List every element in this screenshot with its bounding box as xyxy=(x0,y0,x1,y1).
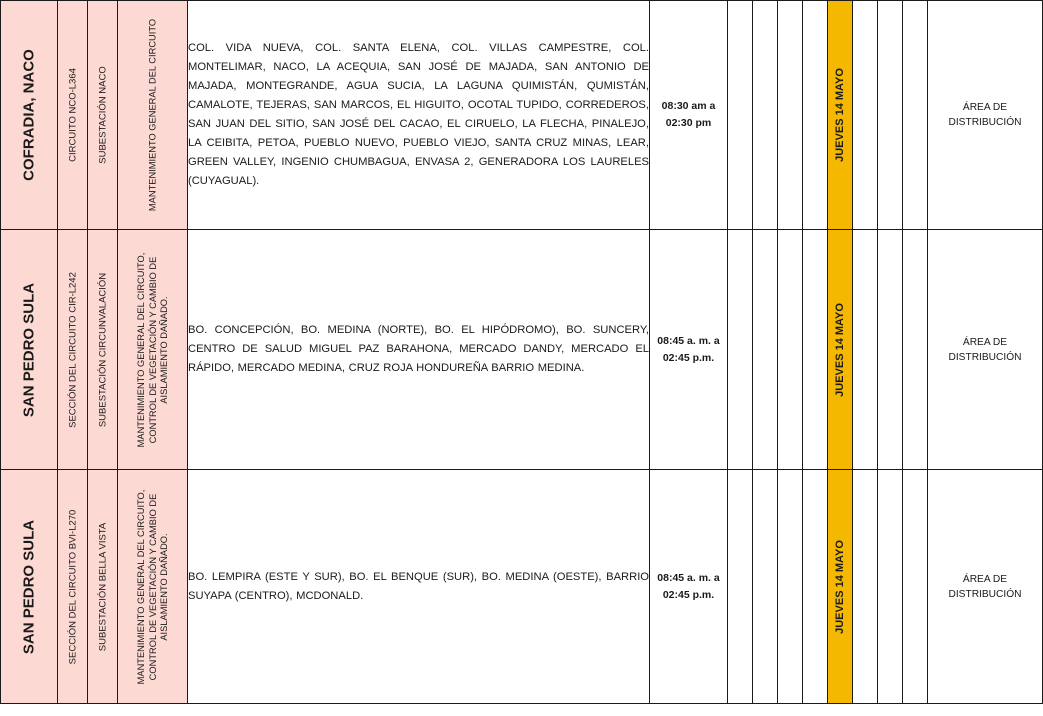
area-type-cell xyxy=(928,230,1043,470)
time-start: 08:45 a. m. a xyxy=(657,334,720,347)
area-type-line1: ÁREA DE xyxy=(962,102,1008,113)
blank-cell xyxy=(878,1,903,230)
circuit-cell xyxy=(58,230,88,470)
circuit-label: SECCIÓN DEL CIRCUITO BVI-L270 xyxy=(67,509,78,664)
blank-cell xyxy=(853,230,878,470)
blank-cell xyxy=(903,470,928,704)
area-type-line2: DISTRIBUCIÓN xyxy=(948,351,1022,363)
time-cell xyxy=(650,230,728,470)
work-description: MANTENIMIENTO GENERAL DEL CIRCUITO, CONTROL DE VEGETACIÓN Y CAMBIO DE AISLAMIENTO DAÑADO. xyxy=(135,489,169,684)
schedule-row xyxy=(1,1,1043,230)
blank-cell xyxy=(778,1,803,230)
time-start: 08:30 am a xyxy=(661,100,716,112)
day-label: JUEVES 14 MAYO xyxy=(834,539,846,634)
zone-label: SAN PEDRO SULA xyxy=(20,282,38,417)
blank-cell xyxy=(878,230,903,470)
blank-cell xyxy=(903,1,928,230)
day-cell xyxy=(828,470,853,704)
work-description: MANTENIMIENTO GENERAL DEL CIRCUITO, CONTROL DE VEGETACIÓN Y CAMBIO DE AISLAMIENTO DAÑADO. xyxy=(135,252,169,447)
area-type-line2: DISTRIBUCIÓN xyxy=(948,588,1022,600)
circuit-cell xyxy=(58,1,88,230)
circuit-label: SECCIÓN DEL CIRCUITO CIR-L242 xyxy=(67,271,78,428)
time-end: 02:30 pm xyxy=(665,117,712,129)
work-cell xyxy=(118,1,188,230)
time-cell xyxy=(650,470,728,704)
work-cell xyxy=(118,230,188,470)
zone-cell xyxy=(1,230,58,470)
area-type-line1: ÁREA DE xyxy=(962,573,1008,585)
blank-cell xyxy=(878,470,903,704)
time-end: 02:45 p.m. xyxy=(662,351,715,364)
zone-cell xyxy=(1,1,58,230)
area-type-cell xyxy=(928,1,1043,230)
zone-cell xyxy=(1,470,58,704)
area-type-line2: DISTRIBUCIÓN xyxy=(948,117,1022,128)
blank-cell xyxy=(728,470,753,704)
blank-cell xyxy=(728,1,753,230)
time-start: 08:45 a. m. a xyxy=(657,571,720,584)
substation-label: SUBESTACIÓN NACO xyxy=(97,66,108,164)
affected-areas-cell: COL. VIDA NUEVA, COL. SANTA ELENA, COL. VILLAS CAMPESTRE, COL. MONTELIMAR, NACO, LA ACEQUIA, SAN JOSÉ DE MAJADA, SAN ANTONIO DE MAJADA, MONTEGRANDE, AGUA SUCIA, LA LAGUNA QUIMISTÁN, QUMISTÁN, CAMALOTE, TEJERAS, SAN MARCOS, EL HIGUITO, OCOTAL TUPIDO, CORREDEROS, SAN JUAN DEL SITIO, SAN JOSÉ DEL CACAO, EL CIRUELO, LA FLECHA, PINALEJO, LA CEIBITA, PETOA, PUEBLO NUEVO, PUEBLO VIEJO, SANTA CRUZ MINAS, LEAR, GREEN VALLEY, INGENIO CHUMBAGUA, ENVASA 2, GENERADORA LOS LAURELES (CUYAGUAL). xyxy=(188,1,650,230)
blank-cell xyxy=(778,470,803,704)
substation-cell xyxy=(88,470,118,704)
blank-cell xyxy=(778,230,803,470)
substation-label: SUBESTACIÓN CIRCUNVALACIÓN xyxy=(97,272,108,427)
zone-label: SAN PEDRO SULA xyxy=(20,519,38,654)
area-type-cell xyxy=(928,470,1043,704)
blank-cell xyxy=(853,1,878,230)
day-cell xyxy=(828,1,853,230)
day-cell xyxy=(828,230,853,470)
schedule-row xyxy=(1,470,1043,704)
work-description: MANTENIMIENTO GENERAL DEL CIRCUITO xyxy=(146,18,157,212)
blank-cell xyxy=(753,470,778,704)
blank-cell xyxy=(803,470,828,704)
day-label: JUEVES 14 MAYO xyxy=(834,302,846,397)
blank-cell xyxy=(753,1,778,230)
substation-label: SUBESTACIÓN BELLA VISTA xyxy=(97,522,108,651)
affected-areas-cell: BO. LEMPIRA (ESTE Y SUR), BO. EL BENQUE (SUR), BO. MEDINA (OESTE), BARRIO SUYAPA (CENTRO), MCDONALD. xyxy=(188,470,650,704)
blank-cell xyxy=(803,230,828,470)
affected-areas-cell: BO. CONCEPCIÓN, BO. MEDINA (NORTE), BO. EL HIPÓDROMO), BO. SUNCERY, CENTRO DE SALUD MIGUEL PAZ BARAHONA, MERCADO DANDY, MERCADO EL RÁPIDO, MERCADO MEDINA, CRUZ ROJA HONDUREÑA BARRIO MEDINA. xyxy=(188,230,650,470)
substation-cell xyxy=(88,230,118,470)
blank-cell xyxy=(803,1,828,230)
substation-cell xyxy=(88,1,118,230)
circuit-label: CIRCUITO NCO-L364 xyxy=(67,68,78,162)
time-end: 02:45 p.m. xyxy=(662,588,715,601)
blank-cell xyxy=(728,230,753,470)
circuit-cell xyxy=(58,470,88,704)
blank-cell xyxy=(753,230,778,470)
blank-cell xyxy=(853,470,878,704)
day-label: JUEVES 14 MAYO xyxy=(834,68,846,162)
time-cell xyxy=(650,1,728,230)
work-cell xyxy=(118,470,188,704)
schedule-row xyxy=(1,230,1043,470)
blank-cell xyxy=(903,230,928,470)
zone-label: COFRADIA, NACO xyxy=(20,49,38,181)
area-type-line1: ÁREA DE xyxy=(962,336,1008,348)
